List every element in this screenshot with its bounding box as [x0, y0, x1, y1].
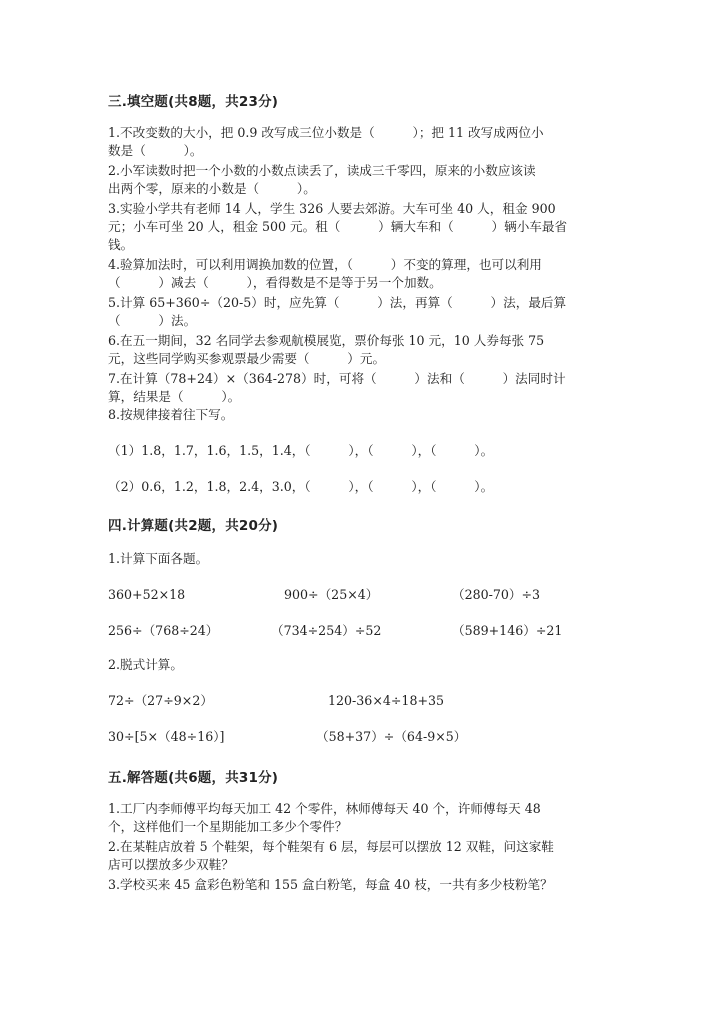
calc-expr: 360+52×18	[108, 587, 186, 602]
s3-line-2: 数是（ ）。	[108, 143, 203, 158]
s3-line-4: 出两个零，原来的小数是（ ）。	[108, 181, 316, 196]
calc-q1-label: 1.计算下面各题。	[108, 551, 209, 566]
calc-expr: （589+146）÷21	[452, 623, 563, 638]
calc-expr: 900÷（25×4）	[284, 587, 379, 602]
calc-expr: 120-36×4÷18+35	[328, 693, 445, 708]
calc-expr: 256÷（768÷24）	[108, 623, 219, 638]
s5-line-4: 店可以摆放多少双鞋？	[108, 857, 234, 872]
s3-line-14: 7.在计算（78+24）×（364-278）时，可将（ ）法和（ ）法同时计	[108, 371, 566, 386]
calc-expr: （280-70）÷3	[452, 587, 541, 602]
section-3-heading: 三.填空题(共8题，共23分)	[108, 94, 279, 110]
s3-line-11: （ ）法。	[108, 313, 197, 328]
sequence-2: （2）0.6，1.2，1.8，2.4，3.0，（ ），（ ），（ ）。	[108, 479, 494, 494]
s5-line-1: 1.工厂内李师傅平均每天加工 42 个零件，林师傅每天 40 个，许师傅每天 48	[108, 801, 541, 816]
s3-line-10: 5.计算 65+360÷（20-5）时，应先算（ ）法，再算（ ）法，最后算	[108, 295, 567, 310]
s5-line-2: 个，这样他们一个星期能加工多少个零件？	[108, 819, 348, 834]
s3-line-5: 3.实验小学共有老师 14 人，学生 326 人要去郊游。大车可坐 40 人，租金 900	[108, 201, 556, 216]
s3-line-8: 4.验算加法时，可以利用调换加数的位置，（ ）不变的算理，也可以利用	[108, 257, 542, 272]
s5-line-3: 2.在某鞋店放着 5 个鞋架，每个鞋架有 6 层，每层可以摆放 12 双鞋，问这家鞋	[108, 839, 554, 854]
calc-expr: （58+37）÷（64-9×5）	[316, 729, 467, 744]
s3-line-15: 算，结果是（ ）。	[108, 389, 241, 404]
s3-line-12: 6.在五一期间，32 名同学去参观航模展览，票价每张 10 元，10 人券每张 75	[108, 333, 545, 348]
s3-line-3: 2.小军读数时把一个小数的小数点读丢了，读成三千零四，原来的小数应该读	[108, 163, 536, 178]
calc-q2-label: 2.脱式计算。	[108, 657, 183, 672]
s3-line-1: 1.不改变数的大小，把 0.9 改写成三位小数是（ ）；把 11 改写成两位小	[108, 125, 544, 140]
section-4-heading: 四.计算题(共2题，共20分)	[108, 518, 279, 534]
s3-line-13: 元，这些同学购买参观票最少需要（ ）元。	[108, 351, 386, 366]
section-5-heading: 五.解答题(共6题，共31分)	[108, 770, 279, 786]
s3-line-6: 元；小车可坐 20 人，租金 500 元。租（ ）辆大车和（ ）辆小车最省	[108, 219, 568, 234]
s3-line-9: （ ）减去（ ），看得数是不是等于另一个加数。	[108, 275, 442, 290]
calc-expr: 30÷[5×（48÷16）]	[108, 729, 225, 744]
s3-line-16: 8.按规律接着往下写。	[108, 407, 234, 422]
s3-line-7: 钱。	[108, 237, 134, 252]
calc-expr: （734÷254）÷52	[271, 623, 382, 638]
s5-line-5: 3.学校买来 45 盒彩色粉笔和 155 盒白粉笔，每盒 40 枝，一共有多少枝粉笔？	[108, 877, 553, 892]
calc-expr: 72÷（27÷9×2）	[108, 693, 213, 708]
sequence-1: （1）1.8，1.7，1.6，1.5，1.4，（ ），（ ），（ ）。	[108, 443, 494, 458]
